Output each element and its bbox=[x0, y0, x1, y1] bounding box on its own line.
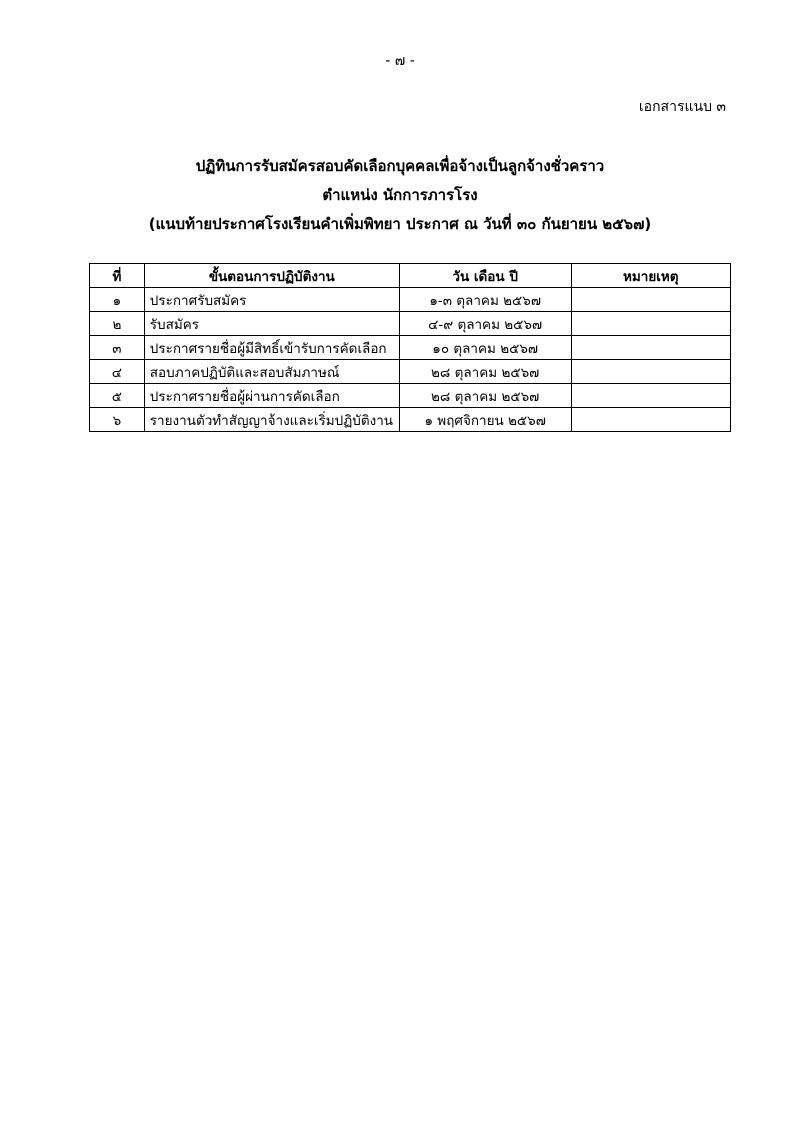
row-date: ๒๘ ตุลาคม ๒๕๖๗ bbox=[399, 384, 571, 408]
schedule-table bbox=[89, 263, 731, 432]
row-date: ๔-๙ ตุลาคม ๒๕๖๗ bbox=[399, 312, 571, 336]
announcement-reference: (แนบท้ายประกาศโรงเรียนคำเพิ่มพิทยา ประกาศ ณ วันที่ ๓๐ กันยายน ๒๕๖๗) bbox=[148, 215, 652, 233]
page-number: - ๗ - bbox=[385, 53, 415, 69]
table-row bbox=[90, 384, 731, 408]
table-row bbox=[90, 288, 731, 312]
table-row bbox=[90, 360, 731, 384]
row-note bbox=[571, 408, 730, 432]
document-title: ปฏิทินการรับสมัครสอบคัดเลือกบุคคลเพื่อจ้างเป็นลูกจ้างชั่วคราว bbox=[195, 157, 605, 175]
row-date: ๒๘ ตุลาคม ๒๕๖๗ bbox=[399, 360, 571, 384]
row-note bbox=[571, 384, 730, 408]
table-header-row bbox=[90, 264, 731, 288]
row-date: ๑ พฤศจิกายน ๒๕๖๗ bbox=[399, 408, 571, 432]
row-note bbox=[571, 312, 730, 336]
header-step: ขั้นตอนการปฏิบัติงาน bbox=[144, 264, 399, 288]
table-row bbox=[90, 408, 731, 432]
table-row bbox=[90, 312, 731, 336]
row-step: ประกาศรายชื่อผู้ผ่านการคัดเลือก bbox=[144, 384, 399, 408]
header-date: วัน เดือน ปี bbox=[399, 264, 571, 288]
row-no: ๔ bbox=[90, 360, 145, 384]
row-no: ๖ bbox=[90, 408, 145, 432]
row-note bbox=[571, 336, 730, 360]
row-step: รับสมัคร bbox=[144, 312, 399, 336]
row-note bbox=[571, 360, 730, 384]
row-note bbox=[571, 288, 730, 312]
row-no: ๒ bbox=[90, 312, 145, 336]
row-step: ประกาศรับสมัคร bbox=[144, 288, 399, 312]
row-date: ๑-๓ ตุลาคม ๒๕๖๗ bbox=[399, 288, 571, 312]
document-title-block bbox=[0, 152, 800, 239]
row-no: ๕ bbox=[90, 384, 145, 408]
row-no: ๓ bbox=[90, 336, 145, 360]
position-title: ตำแหน่ง นักการภารโรง bbox=[322, 186, 478, 204]
table-row bbox=[90, 336, 731, 360]
row-step: สอบภาคปฏิบัติและสอบสัมภาษณ์ bbox=[144, 360, 399, 384]
row-no: ๑ bbox=[90, 288, 145, 312]
row-date: ๑๐ ตุลาคม ๒๕๖๗ bbox=[399, 336, 571, 360]
row-step: รายงานตัวทำสัญญาจ้างและเริ่มปฏิบัติงาน bbox=[144, 408, 399, 432]
header-note: หมายเหตุ bbox=[571, 264, 730, 288]
row-step: ประกาศรายชื่อผู้มีสิทธิ์เข้ารับการคัดเลือก bbox=[144, 336, 399, 360]
header-no: ที่ bbox=[90, 264, 145, 288]
attachment-label: เอกสารแนบ ๓ bbox=[638, 99, 726, 115]
